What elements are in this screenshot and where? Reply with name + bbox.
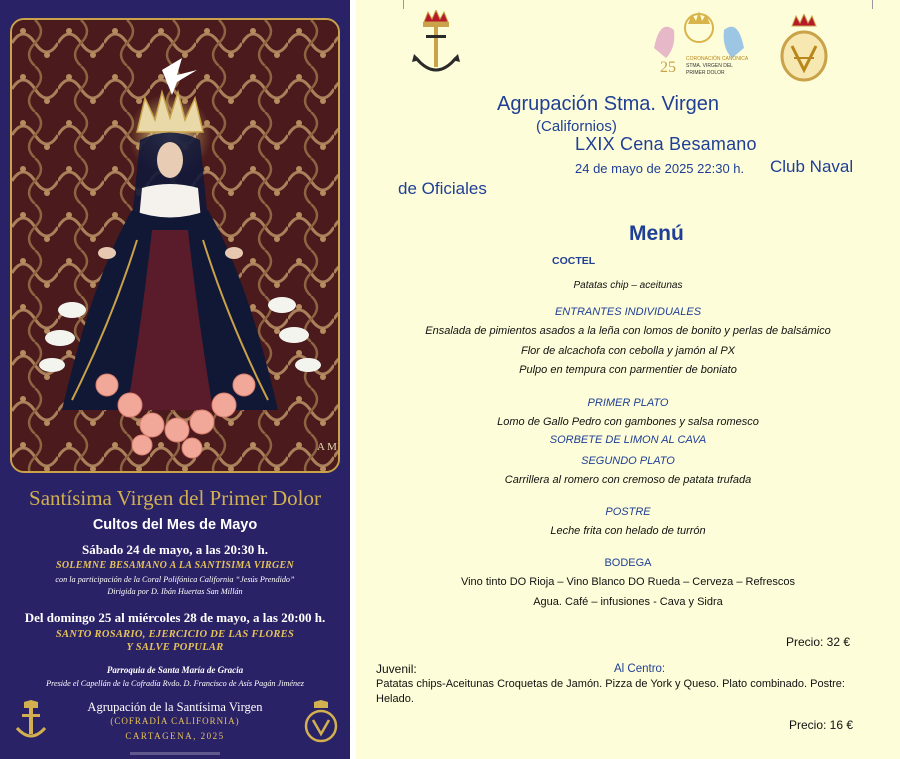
- event1-detail: con la participación de la Coral Polifónica California “Jesús Prendido”: [55, 575, 295, 584]
- event-title: LXIX Cena Besamano: [575, 134, 757, 154]
- section-entrantes: ENTRANTES INDIVIDUALES: [554, 306, 702, 318]
- menu-heading: Menú: [629, 222, 684, 245]
- menu-item: Lomo de Gallo Pedro con gambones y salsa romesco: [497, 416, 759, 428]
- org-subtitle: (Californios): [536, 118, 617, 135]
- price-adult: Precio: 32 €: [786, 635, 851, 649]
- naval-crest-icon: [408, 10, 464, 80]
- event1-date: Sábado 24 de mayo, a las 20:30 h.: [82, 542, 268, 557]
- section-bodega: BODEGA: [604, 557, 652, 569]
- menu-item: Flor de alcachofa con cebolla y jamón al PX: [520, 345, 735, 357]
- section-segundo-plato: SEGUNDO PLATO: [581, 455, 675, 467]
- section-primer-plato: PRIMER PLATO: [587, 397, 669, 409]
- price-juvenil: Precio: 16 €: [789, 718, 854, 732]
- anniversary-number: 25: [660, 59, 676, 76]
- anchor-crest-icon: [12, 700, 50, 744]
- menu-item: Pulpo en tempura con parmentier de boniato: [519, 364, 737, 376]
- logo-line3: PRIMER DOLOR: [686, 70, 725, 76]
- event2-date: Del domingo 25 al miércoles 28 de mayo, a las 20:00 h.: [24, 610, 326, 625]
- event2-title-line1: SANTO ROSARIO, EJERCICIO DE LAS FLORES: [55, 629, 295, 640]
- menu-page: [356, 0, 900, 759]
- virgin-image: [10, 18, 340, 473]
- org-title: Agrupación Stma. Virgen: [497, 93, 719, 115]
- venue-line1: Club Naval: [770, 157, 854, 176]
- al-centro-label: Al Centro:: [614, 663, 666, 675]
- poster-subtitle: Cultos del Mes de Mayo: [92, 517, 258, 533]
- poster-org-sub: (COFRADÍA CALIFORNIA): [110, 716, 240, 726]
- presided-by: Preside el Capellán de la Cofradía Rvdo. D. Francisco de Asís Pagán Jiménez: [46, 679, 304, 688]
- monogram-crest-icon: [302, 700, 340, 744]
- juvenil-label: Juvenil:: [376, 662, 417, 676]
- menu-item: Leche frita con helado de turrón: [550, 525, 706, 537]
- menu-item: Vino tinto DO Rioja – Vino Blanco DO Rueda – Cerveza – Refrescos: [460, 576, 796, 588]
- section-coctel: COCTEL: [552, 255, 596, 267]
- monogram-crest-icon: [776, 14, 832, 84]
- menu-item: Agua. Café – infusiones - Cava y Sidra: [533, 596, 723, 608]
- poster-footer-line: [130, 752, 220, 755]
- coronation-logo: [646, 8, 752, 80]
- menu-item: Carrillera al romero con cremoso de patata trufada: [504, 474, 752, 486]
- poster-org-name: Agrupación de la Santísima Virgen: [87, 700, 263, 714]
- menu-item: Ensalada de pimientos asados a la leña con lomos de bonito y perlas de balsámico: [425, 325, 831, 337]
- poster-panel: [0, 0, 350, 759]
- logo-line2: STMA. VIRGEN DEL: [686, 63, 733, 69]
- menu-item: Patatas chip – aceitunas: [573, 280, 683, 291]
- poster-title: Santísima Virgen del Primer Dolor: [29, 486, 321, 510]
- parish-name: Parroquia de Santa María de Gracia: [106, 665, 244, 675]
- artist-mark: A M: [317, 441, 337, 453]
- juvenil-menu-text: Patatas chips-Aceitunas Croquetas de Jamón. Pizza de York y Queso. Plato combinado. Postre: Helado.: [376, 678, 845, 705]
- section-sorbete: SORBETE DE LIMON AL CAVA: [549, 434, 707, 446]
- venue-line2: de Oficiales: [398, 179, 487, 198]
- event2-title-line2: Y SALVE POPULAR: [126, 642, 224, 653]
- page-corner-mark: [396, 0, 404, 9]
- virgin-illustration: [12, 20, 340, 473]
- event1-director: Dirigida por D. Ibán Huertas San Millán: [107, 587, 243, 596]
- logo-line1: CORONACIÓN CANÓNICA: [686, 56, 749, 62]
- poster-org-city: CARTAGENA, 2025: [125, 731, 225, 741]
- page-corner-mark: [872, 0, 880, 9]
- event1-title: SOLEMNE BESAMANO A LA SANTÍSIMA VIRGEN: [55, 560, 295, 571]
- section-postre: POSTRE: [605, 506, 651, 518]
- event-date: 24 de mayo de 2025 22:30 h.: [575, 161, 745, 176]
